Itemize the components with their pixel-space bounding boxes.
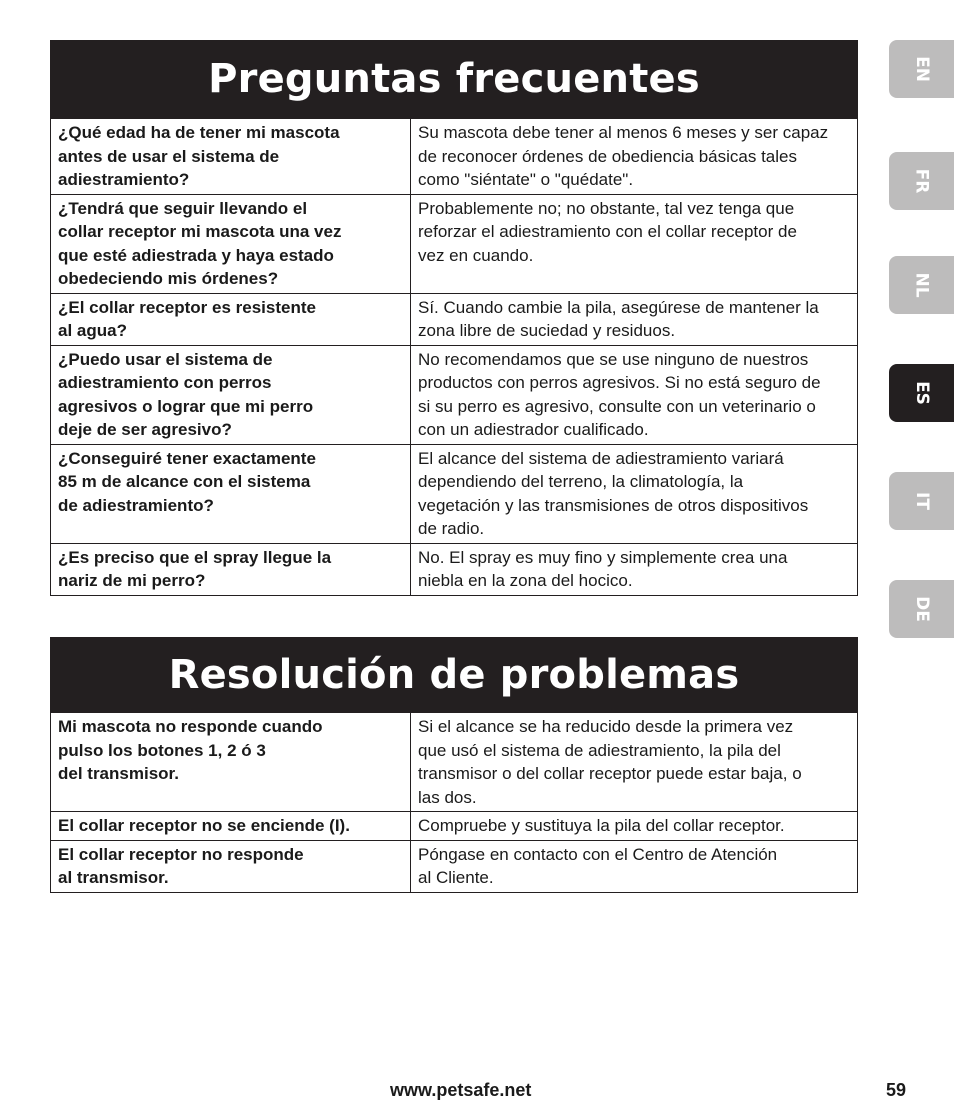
faq-question-line: deje de ser agresivo? [58,420,232,439]
faq-question-cell [51,543,411,595]
troubleshooting-answer-line: al Cliente. [418,868,494,887]
faq-question-line: ¿Puedo usar el sistema de [58,349,273,369]
faq-answer-line: niebla en la zona del hocico. [418,571,633,590]
troubleshooting-row [51,812,858,841]
troubleshooting-answer-line: transmisor o del collar receptor puede estar baja, o [418,764,802,783]
troubleshooting-question-line: Mi mascota no responde cuando [58,717,323,736]
faq-answer-cell [411,119,858,195]
faq-question-line: collar receptor mi mascota una vez [58,222,342,241]
faq-question-line: nariz de mi perro? [58,571,206,590]
faq-answer-line: El alcance del sistema de adiestramiento variará [418,448,784,468]
faq-question-line: obedeciendo mis órdenes? [58,269,279,288]
tab-es-label: ES [911,381,932,405]
faq-question-line: adiestramiento con perros [58,373,272,392]
faq-row [51,194,858,293]
troubleshooting-question-line: El collar receptor no responde [58,844,304,864]
troubleshooting-row [51,840,858,892]
troubleshooting-table [50,712,858,893]
troubleshooting-answer-line: Compruebe y sustituya la pila del collar receptor. [418,816,785,835]
faq-row [51,444,858,543]
faq-answer-cell [411,194,858,293]
faq-question-line: de adiestramiento? [58,495,214,515]
faq-answer-line: No. El spray es muy fino y simplemente crea una [418,547,788,567]
faq-question-cell [51,345,411,444]
faq-answer-line: reforzar el adiestramiento con el collar receptor de [418,222,797,241]
faq-question-line: ¿Es preciso que el spray llegue la [58,547,332,567]
faq-answer-line: de radio. [418,519,485,538]
faq-answer-line: No recomendamos que se use ninguno de nuestros [418,349,809,369]
troubleshooting-answer-line: que usó el sistema de adiestramiento, la pila del [418,740,781,760]
faq-question-line: ¿Tendrá que seguir llevando el [58,198,308,218]
troubleshooting-title: Resolución de problemas [50,637,858,712]
faq-question-cell [51,194,411,293]
faq-row [51,293,858,345]
troubleshooting-question-line: pulso los botones 1, 2 ó 3 [58,740,266,760]
troubleshooting-question-cell [51,713,411,812]
faq-row [51,543,858,595]
tab-it[interactable] [889,472,954,530]
faq-answer-line: dependiendo del terreno, la climatología, la [418,472,744,491]
troubleshooting-question-cell [51,812,411,841]
tab-fr[interactable] [889,152,954,210]
faq-answer-line: Su mascota debe tener al menos 6 meses y ser capaz [418,123,829,142]
faq-answer-line: productos con perros agresivos. Si no está seguro de [418,373,821,392]
troubleshooting-question-line: El collar receptor no se enciende (I). [58,816,350,835]
faq-question-cell [51,293,411,345]
troubleshooting-answer-cell [411,713,858,812]
faq-question-cell [51,444,411,543]
faq-question-line: ¿El collar receptor es resistente [58,297,316,317]
tab-es[interactable] [889,364,954,422]
tab-de[interactable] [889,580,954,638]
faq-question-line: antes de usar el sistema de [58,146,280,166]
faq-answer-line: Probablemente no; no obstante, tal vez tenga que [418,198,795,218]
troubleshooting-row [51,713,858,812]
troubleshooting-question-cell [51,840,411,892]
faq-question-line: al agua? [58,321,127,340]
troubleshooting-answer-cell [411,812,858,841]
faq-question-line: adiestramiento? [58,170,190,189]
faq-answer-line: con un adiestrador cualificado. [418,420,649,439]
faq-table [50,118,858,596]
faq-question-line: ¿Conseguiré tener exactamente [58,448,316,468]
faq-question-line: agresivos o lograr que mi perro [58,396,314,416]
faq-answer-line: vegetación y las transmisiones de otros dispositivos [418,495,809,515]
troubleshooting-answer-cell [411,840,858,892]
tab-en-label: EN [911,56,932,82]
troubleshooting-question-line: al transmisor. [58,868,169,887]
faq-question-line: 85 m de alcance con el sistema [58,472,311,491]
faq-answer-cell [411,293,858,345]
faq-row [51,119,858,195]
faq-answer-line: Sí. Cuando cambie la pila, asegúrese de mantener la [418,297,819,317]
footer-url[interactable]: www.petsafe.net [390,1080,532,1100]
faq-answer-line: como "siéntate" o "quédate". [418,170,634,189]
faq-question-cell [51,119,411,195]
tab-en[interactable] [889,40,954,98]
troubleshooting-answer-line: Si el alcance se ha reducido desde la primera vez [418,717,794,736]
faq-answer-line: de reconocer órdenes de obediencia básicas tales [418,146,797,166]
troubleshooting-answer-line: las dos. [418,787,477,807]
tab-fr-label: FR [911,168,932,194]
tab-de-label: DE [911,596,932,622]
faq-row [51,345,858,444]
faq-title: Preguntas frecuentes [50,40,858,118]
faq-answer-cell [411,543,858,595]
troubleshooting-section [50,637,858,893]
troubleshooting-answer-line: Póngase en contacto con el Centro de Atención [418,844,778,864]
faq-answer-line: vez en cuando. [418,245,534,265]
faq-answer-cell [411,444,858,543]
troubleshooting-question-line: del transmisor. [58,764,179,783]
faq-answer-line: zona libre de suciedad y residuos. [418,321,676,340]
tab-it-label: IT [911,492,932,510]
faq-question-line: que esté adiestrada y haya estado [58,245,334,265]
tab-nl[interactable] [889,256,954,314]
faq-answer-line: si su perro es agresivo, consulte con un veterinario o [418,396,816,416]
faq-section [50,40,858,596]
page-number: 59 [886,1080,907,1100]
faq-answer-cell [411,345,858,444]
tab-nl-label: NL [911,272,932,298]
faq-question-line: ¿Qué edad ha de tener mi mascota [58,123,340,142]
